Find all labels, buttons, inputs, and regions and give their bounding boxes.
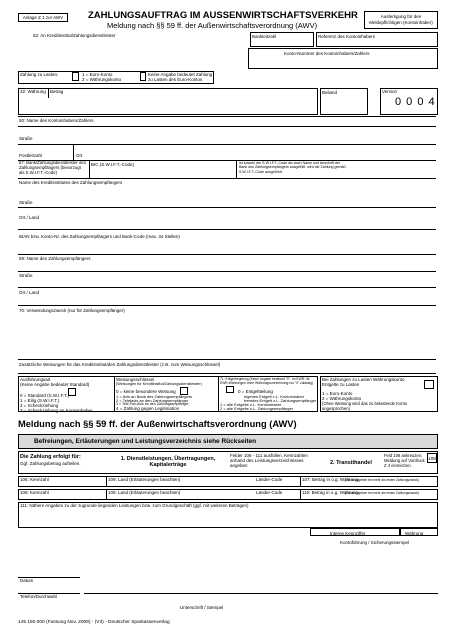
entg-1: 1 = alle Entgelte z.L. Kontoinhaber — [220, 402, 282, 407]
r110-land: 109: Land (Erläuterungen beachten) — [108, 490, 181, 495]
postleitzahl-field[interactable]: Postleitzahl Ort — [18, 145, 436, 161]
ausf-0: 0 = Standard (S.W.I.F.T.) — [20, 393, 70, 398]
sec2-title: 2. Transithandel — [330, 460, 372, 466]
zahlung-opt1: 1 = Euro-Konto — [82, 72, 113, 77]
field-108-checkbox[interactable]: 108 — [427, 453, 437, 463]
r107-note: (nur anzugeben bei mehr als einem Zahlungszweck) — [345, 477, 420, 482]
form-title: ZAHLUNGSAUFTRAG IM AUSSENWIRTSCHAFTSVERKEHR — [88, 10, 358, 21]
r108: 108: Kennzahl — [20, 490, 49, 495]
zahlung-erfolgt-note: Ggf. Zahlungsbetrag aufteilen. — [20, 461, 81, 466]
r110-note: (nur anzugeben bei mehr als einem Zahlungszweck) — [345, 490, 420, 495]
r106-country: Länder-Code — [256, 477, 283, 482]
form-subtitle: Meldung nach §§ 59 ff. der Außenwirtschaftsverordnung (AWV) — [107, 21, 318, 30]
r109: 109: Land (Erläuterungen beachten) — [108, 477, 181, 482]
ausf-1: 1 = Eilig (S.W.I.F.T.) — [20, 398, 60, 403]
annex-label: Anlage Z 1 zur AWV — [18, 13, 68, 22]
lasten-checkbox[interactable] — [424, 380, 434, 389]
strasse-field[interactable]: Straße — [18, 127, 436, 145]
stamp-label: Kontoführung / Sicherungsstempel — [340, 540, 410, 545]
copy-label: Ausfertigung für den Meldepflichtigen (Kontoinhaber) — [364, 11, 438, 29]
zahlung-note-checkbox[interactable] — [140, 72, 146, 81]
zahlung-checkbox[interactable] — [72, 72, 79, 81]
field-57-label: 57: Bank/Zahlungsdienstleister des Zahlungsempfängers (bevorzugt als S.W.I.F.T.-Code) — [19, 160, 86, 175]
weisung-note: (Weisungen für Kreditinstitut/Zahlungsdienstleister) — [116, 382, 202, 386]
ausfuehrungsart-note: (Keine Angabe bedeutet Standard) — [20, 382, 90, 387]
referenz-field[interactable]: Referenz des Kontoinhabers — [316, 32, 438, 47]
ort-land-field[interactable]: Ort / Land — [18, 208, 436, 230]
telefon-label: Telefon/Durchwahl — [20, 594, 58, 599]
entg-0: 0 = Entgeltteilung — [238, 389, 273, 394]
ausfuehrungsart-label: Ausführungsart — [20, 377, 51, 382]
ausf-2: 2 = Scheckziehung — [20, 403, 59, 408]
internal-label: Interne Kennziffer — [330, 531, 366, 536]
beiland-field[interactable]: Beiland — [320, 88, 368, 115]
awv-heading: Meldung nach §§ 59 ff. der Außenwirtschaftsverordnung (AWV) — [18, 419, 297, 429]
entg-2: 2 = alle Entgelte z.L. Zahlungsempfänger — [220, 406, 294, 411]
version-label: Version — [382, 89, 398, 94]
bic-label: BIC (S.W.I.F.T.-Code) — [91, 162, 135, 167]
signature-label: Unterschrift / Stempel — [180, 605, 224, 610]
weis-0: 0 = keine besondere Weisung — [116, 389, 176, 394]
weisung-label: Weisungsschlüssel — [116, 377, 155, 382]
entg-0c: fremdes Entgelt z.L. Zahlungsempfänger — [244, 398, 317, 403]
weis-2: 2 = Telefavis an den Zahlungsempfänger — [116, 398, 189, 403]
betrag-label: Betrag — [50, 89, 64, 94]
sec2-note: Feld 108 ankreuzen; Meldung auf Vordruck Z 4 einreichen. — [384, 453, 425, 468]
version-value: 0 0 0 4 — [395, 96, 436, 108]
entgelt-checkbox[interactable] — [226, 386, 234, 393]
iban-field[interactable]: IBAN bzw. Konto-Nr. des Zahlungsempfängers und Bank-Code (max. 34 Stellen) — [18, 230, 436, 255]
entgelt-label: 71: Entgeltregelung (Keine Angabe bedeutet "0". Im EWR: für EWR-Währungen ohne Währungsumrechnung nur "0" zulässig) — [220, 377, 314, 385]
zahlung-opt2: 2 = Währungskonto — [82, 77, 122, 82]
weis-4: 4 = Zahlung gegen Legitimation — [116, 406, 180, 411]
r107: 107: Betrag in o.g. Währung — [302, 477, 359, 482]
field-52-label: 52: An Kreditinstitut/Zahlungsdienstleister — [33, 33, 116, 38]
zahlung-label: Zahlung zu Lasten: — [20, 72, 59, 77]
bankleitzahl-field[interactable]: Bankleitzahl — [250, 32, 314, 47]
weis-3: 3 = Tele-Fax-Avis an den Zahlungsempfänger — [116, 402, 189, 406]
strasse3-field[interactable]: Straße — [18, 272, 436, 288]
ausfuehrungsart-checkbox[interactable] — [68, 388, 76, 396]
kontonummer-field[interactable]: Konto-Nummer des Kontoinhabers/Zahlers — [248, 48, 438, 69]
field-50[interactable]: 50: Name des Kontoinhabers/Zahlers — [18, 116, 436, 127]
lasten-label: Bei Zahlungen zu Lasten Währungskonto Entgelte zu Lasten — [322, 377, 405, 387]
sec1-title: 1. Dienstleistungen, Übertragungen, Kapitalerträge — [120, 456, 216, 468]
zahlung-note1: Keine Angabe bedeutet Zahlung — [148, 72, 213, 77]
field-59[interactable]: 59: Name des Zahlungsempfängers — [18, 255, 436, 272]
datum-label: Datum — [20, 578, 34, 583]
entg-0b: eigenes Entgelt z.L. Kontoinhaber — [244, 394, 305, 399]
form-number: 145 150.000 (Fassung Nov. 2009) - (V3) - Deutscher Sparkassenverlag — [18, 620, 170, 625]
lasten-2: 2 = Währungskonto — [322, 396, 362, 401]
sec1-note: Felder 106 - 111 ausfüllen. Kennzahlen anhand des Leistungsverzeichnisses angeben — [230, 453, 308, 468]
awv-band-text: Befreiungen, Erläuterungen und Leistungsverzeichnis siehe Rückseiten — [34, 438, 257, 445]
waehrung-label: 32: Währung — [20, 89, 46, 94]
r110: 110: Betrag in o.g. Währung — [302, 490, 358, 495]
weis-1: 1 = Avis an Bank des Zahlungsempfängers — [116, 394, 193, 399]
zahlung-note2: zu Lasten des Euro-Kontos — [148, 77, 203, 82]
zahlung-erfolgt: Die Zahlung erfolgt für: — [20, 454, 81, 460]
field-70[interactable]: 70: Verwendungszweck (nur für Zahlungsempfänger) — [18, 306, 436, 360]
weisungen-field[interactable]: Zusätzliche Weisungen für das Kreditinstitut/den Zahlungsdienstleister (z.B. zum Weisungsschlüssel) — [18, 360, 436, 374]
lasten-1: 1 = Euro-Konto — [322, 391, 353, 396]
bic-note: Ist sowohl der S.W.I.F.T.-Code als auch Name und Anschrift der Bank des Zahlungsempfängers ausgefüllt, wird die Zahlung gemäß S.W.I.F.T.-Code ausgeführt. — [239, 161, 346, 174]
r110-country: Länder-Code — [256, 490, 283, 495]
footer-waehrung: Währung — [405, 531, 424, 536]
lasten-note: (Ohne Weisung wird das zu belastende Konto angesprochen) — [322, 401, 408, 411]
ausf-3: 3 = Scheckziehung an Kontoinhaber — [20, 408, 93, 413]
r111: 111: Nähere Angaben zu der zugrunde liegenden Leistungen bzw. zum Grundgeschäft (ggf. mit weiteren Beträgen) — [20, 503, 249, 508]
name-kreditinstitut-label: Name des Kreditinstitutes des Zahlungsempfängers — [19, 180, 123, 185]
ort-land2-field[interactable]: Ort / Land — [18, 288, 436, 306]
strasse2-field[interactable]: Straße — [18, 186, 436, 208]
awv-purpose-block — [18, 451, 438, 474]
r106: 106: Kennzahl — [20, 477, 49, 482]
